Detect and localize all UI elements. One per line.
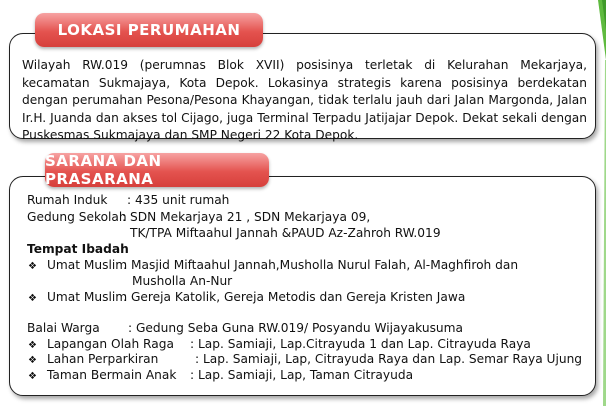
sekolah-value-line2: TK/TPA Miftaahul Jannah &PAUD Az-Zahroh RW.019 xyxy=(130,226,441,240)
taman-label: Taman Bermain Anak xyxy=(47,368,177,382)
taman-value: : Lap. Samiaji, Lap, Taman Citrayuda xyxy=(190,368,414,382)
lokasi-title: LOKASI PERUMAHAN xyxy=(35,13,263,47)
olahraga-label: Lapangan Olah Raga xyxy=(47,337,174,351)
bullet-icon: ❖ xyxy=(28,355,37,366)
bullet-icon: ❖ xyxy=(28,261,37,272)
sekolah-value-line1: : SDN Mekarjaya 21 , SDN Mekarjaya 09, xyxy=(122,210,371,224)
rumah-value: : 435 unit rumah xyxy=(127,193,230,207)
bullet-icon: ❖ xyxy=(28,371,37,382)
parkir-value: : Lap. Samiaji, Lap, Citrayuda Raya dan Lap. Semar Raya Ujung xyxy=(195,352,583,366)
balai-value: : Gedung Seba Guna RW.019/ Posyandu Wijayakusuma xyxy=(128,321,463,335)
bullet-icon: ❖ xyxy=(28,293,37,304)
kristen-value: : Gereja Katolik, Gereja Metodis dan Gereja Kristen Jawa xyxy=(123,290,466,304)
balai-label: Balai Warga xyxy=(27,321,100,335)
muslim-value-line1: : Masjid Miftaahul Jannah,Musholla Nurul Falah, Al-Maghfiroh dan xyxy=(123,258,519,272)
sekolah-label: Gedung Sekolah xyxy=(27,210,127,224)
muslim-label: Umat Muslim xyxy=(47,258,128,272)
parkir-label: Lahan Perparkiran xyxy=(47,352,159,366)
ibadah-heading: Tempat Ibadah xyxy=(27,242,129,256)
kristen-label: Umat Muslim xyxy=(47,290,128,304)
bullet-icon: ❖ xyxy=(28,340,37,351)
lokasi-paragraph: Wilayah RW.019 (perumnas Blok XVII) posisinya terletak di Kelurahan Mekarjaya, kecamatan Sukmajaya, Kota Depok. Lokasinya strategis karena posisinya berdekatan dengan perumahan Pesona/Pesona Khayangan, tidak terlalu jauh dari Jalan Margonda, Jalan Ir.H. Juanda dan akses tol Cijago, juga Terminal Terpadu Jatijajar Depok. Dekat sekali dengan Puskesmas Sukmajaya dan SMP Negeri 22 Kota Depok. xyxy=(22,58,587,143)
muslim-value-line2: Musholla An-Nur xyxy=(132,274,233,288)
sarana-title: SARANA DAN PRASARANA xyxy=(45,153,269,187)
rumah-label: Rumah Induk xyxy=(27,193,108,207)
olahraga-value: : Lap. Samiaji, Lap.Citrayuda 1 dan Lap. Citrayuda Raya xyxy=(190,337,531,351)
